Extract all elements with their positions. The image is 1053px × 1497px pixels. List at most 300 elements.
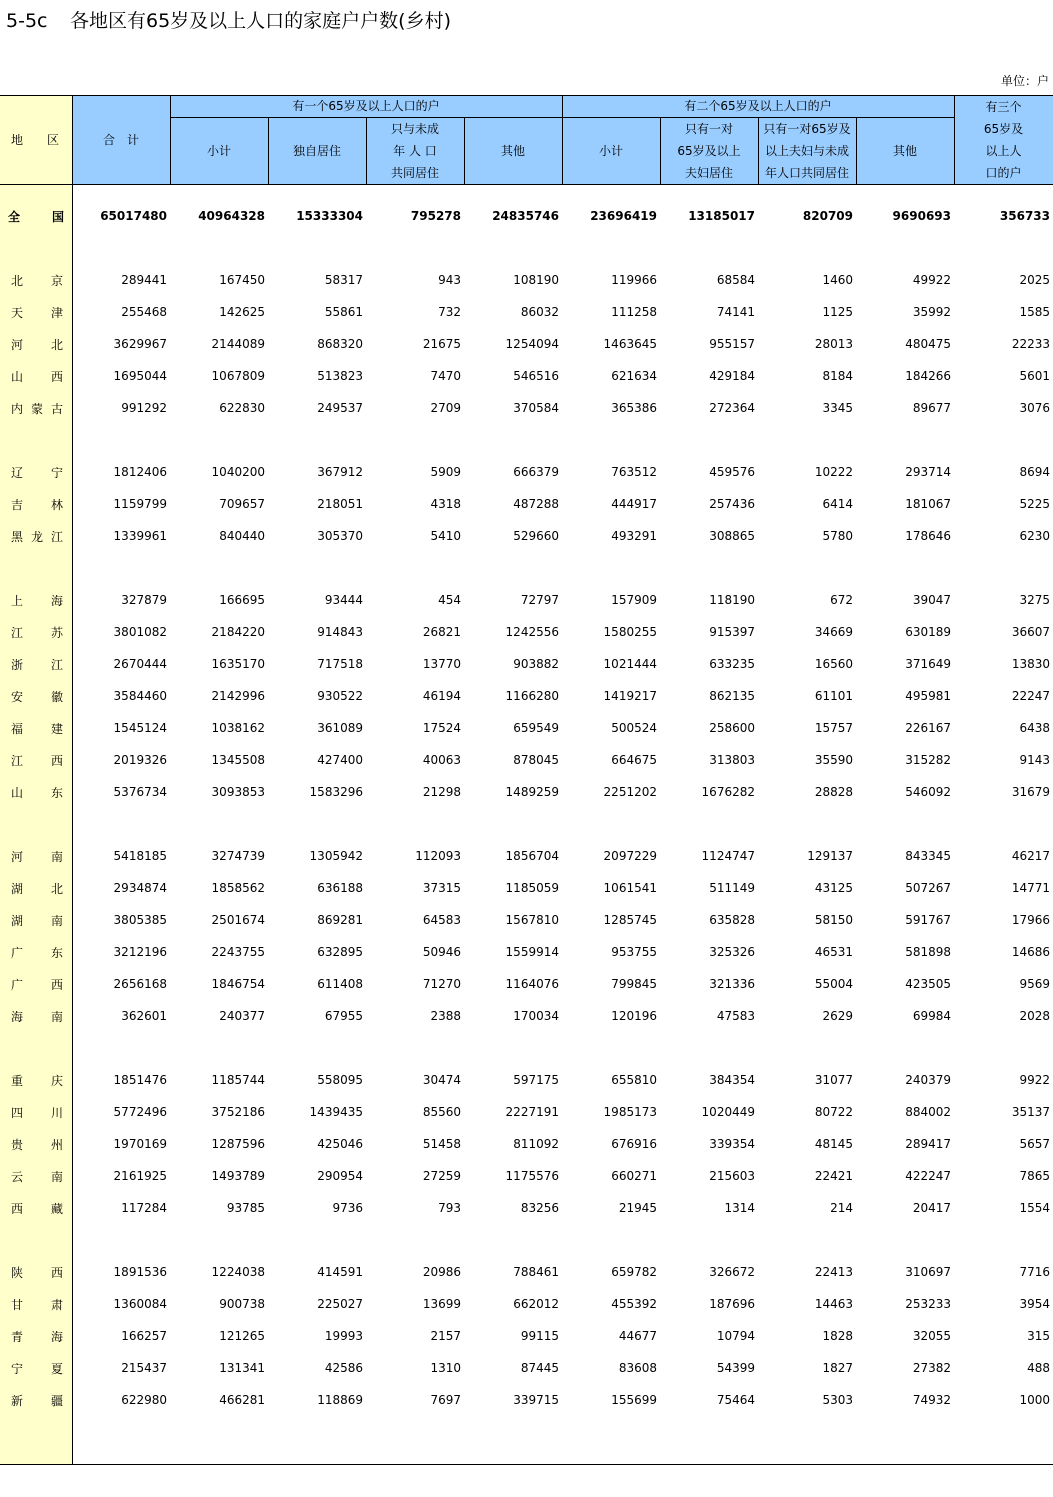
cell-value: 1339961	[113, 529, 167, 543]
cell-value: 325326	[709, 945, 755, 959]
cell-value: 27259	[422, 1169, 461, 1183]
region-name-char: 江	[50, 657, 63, 672]
region-name-char: 津	[50, 305, 63, 320]
region-name-char: 庆	[50, 1073, 63, 1088]
cell-value: 1021444	[603, 657, 657, 671]
header-two-couple-with-minor: 只有一对65岁及 以上夫妇与未成 年人口共同居住	[763, 121, 851, 180]
cell-value: 121265	[219, 1329, 265, 1343]
cell-value: 255468	[121, 305, 167, 319]
table-row	[0, 1064, 1053, 1096]
cell-value: 793	[438, 1201, 461, 1215]
region-name-char: 徽	[50, 689, 63, 704]
region-name-char: 贵	[11, 1137, 24, 1152]
cell-value: 1583296	[309, 785, 363, 799]
cell-value: 868320	[317, 337, 363, 351]
region-name	[0, 584, 72, 616]
cell-value: 2157	[430, 1329, 461, 1343]
cell-value: 1164076	[505, 977, 559, 991]
cell-value: 1567810	[505, 913, 559, 927]
header-two-other: 其他	[892, 143, 917, 158]
cell-value: 480475	[905, 337, 951, 351]
spacer-row	[0, 424, 1053, 456]
table-row	[0, 1288, 1053, 1320]
cell-value: 16560	[814, 657, 853, 671]
cell-value: 1185059	[505, 881, 559, 895]
cell-value: 14771	[1011, 881, 1050, 895]
cell-value: 167450	[219, 273, 265, 287]
cell-value: 414591	[317, 1265, 363, 1279]
cell-value: 1585	[1019, 305, 1050, 319]
cell-value: 290954	[317, 1169, 363, 1183]
region-name	[0, 968, 72, 1000]
cell-value: 1635170	[211, 657, 265, 671]
header-group-two: 有二个65岁及以上人口的户	[684, 99, 832, 113]
region-name	[0, 264, 72, 296]
cell-value: 1224038	[211, 1265, 265, 1279]
region-name-char: 吉	[11, 497, 24, 512]
cell-value: 93444	[324, 593, 363, 607]
cell-value: 9569	[1019, 977, 1050, 991]
cell-value: 7697	[430, 1393, 461, 1407]
cell-value: 795278	[410, 209, 461, 223]
cell-value: 3584460	[113, 689, 167, 703]
table-row	[0, 968, 1053, 1000]
cell-value: 46217	[1011, 849, 1050, 863]
cell-value: 635828	[709, 913, 755, 927]
region-name	[0, 1256, 72, 1288]
cell-value: 1345508	[211, 753, 265, 767]
region-name-char: 云	[11, 1169, 24, 1184]
spacer-row	[0, 552, 1053, 584]
cell-value: 249537	[317, 401, 363, 415]
cell-value: 37315	[422, 881, 461, 895]
region-name	[0, 200, 72, 232]
region-name-char: 四	[11, 1105, 24, 1120]
cell-value: 28828	[814, 785, 853, 799]
cell-value: 2025	[1019, 273, 1050, 287]
cell-value: 61101	[814, 689, 853, 703]
region-name	[0, 1160, 72, 1192]
region-name-char: 林	[50, 497, 63, 512]
cell-value: 493291	[611, 529, 657, 543]
cell-value: 43125	[814, 881, 853, 895]
cell-value: 65017480	[100, 209, 167, 223]
table-row	[0, 744, 1053, 776]
cell-value: 2028	[1019, 1009, 1050, 1023]
table-row	[0, 1000, 1053, 1032]
cell-value: 1545124	[113, 721, 167, 735]
cell-value: 83256	[520, 1201, 559, 1215]
region-name	[0, 1128, 72, 1160]
cell-value: 5225	[1019, 497, 1050, 511]
cell-value: 5657	[1019, 1137, 1050, 1151]
cell-value: 46194	[422, 689, 461, 703]
cell-value: 1185744	[211, 1073, 265, 1087]
cell-value: 17966	[1011, 913, 1050, 927]
cell-value: 664675	[611, 753, 657, 767]
table-row	[0, 1352, 1053, 1384]
cell-value: 215603	[709, 1169, 755, 1183]
region-name	[0, 1384, 72, 1416]
cell-value: 215437	[121, 1361, 167, 1375]
cell-value: 709657	[219, 497, 265, 511]
page-title	[6, 6, 451, 33]
cell-value: 662012	[513, 1297, 559, 1311]
region-name	[0, 872, 72, 904]
cell-value: 5418185	[113, 849, 167, 863]
region-name-char: 江	[11, 753, 24, 768]
cell-value: 44677	[618, 1329, 657, 1343]
cell-value: 3212196	[113, 945, 167, 959]
cell-value: 466281	[219, 1393, 265, 1407]
cell-value: 3275	[1019, 593, 1050, 607]
cell-value: 1559914	[505, 945, 559, 959]
region-name	[0, 1192, 72, 1224]
cell-value: 655810	[611, 1073, 657, 1087]
cell-value: 840440	[219, 529, 265, 543]
cell-value: 51458	[422, 1137, 461, 1151]
cell-value: 591767	[905, 913, 951, 927]
cell-value: 9922	[1019, 1073, 1050, 1087]
region-name-char: 内	[11, 401, 24, 416]
cell-value: 321336	[709, 977, 755, 991]
cell-value: 429184	[709, 369, 755, 383]
cell-value: 903882	[513, 657, 559, 671]
cell-value: 80722	[814, 1105, 853, 1119]
cell-value: 49922	[912, 273, 951, 287]
region-name-char: 重	[11, 1073, 24, 1088]
cell-value: 384354	[709, 1073, 755, 1087]
cell-value: 2388	[430, 1009, 461, 1023]
cell-value: 240377	[219, 1009, 265, 1023]
table-row	[0, 392, 1053, 424]
cell-value: 7470	[430, 369, 461, 383]
cell-value: 820709	[802, 209, 853, 223]
cell-value: 455392	[611, 1297, 657, 1311]
cell-value: 218051	[317, 497, 363, 511]
cell-value: 2629	[822, 1009, 853, 1023]
cell-value: 74141	[716, 305, 755, 319]
cell-value: 21675	[422, 337, 461, 351]
cell-value: 272364	[709, 401, 755, 415]
cell-value: 8184	[822, 369, 853, 383]
cell-value: 315	[1027, 1329, 1050, 1343]
region-name-char: 广	[11, 945, 24, 960]
cell-value: 2934874	[113, 881, 167, 895]
header-total: 合 计	[102, 132, 139, 147]
spacer-row	[0, 808, 1053, 840]
cell-value: 511149	[709, 881, 755, 895]
cell-value: 9143	[1019, 753, 1050, 767]
cell-value: 1166280	[505, 689, 559, 703]
cell-value: 3805385	[113, 913, 167, 927]
cell-value: 289441	[121, 273, 167, 287]
cell-value: 361089	[317, 721, 363, 735]
cell-value: 1305942	[309, 849, 363, 863]
region-name-char: 辽	[11, 465, 24, 480]
cell-value: 225027	[317, 1297, 363, 1311]
cell-value: 1554	[1019, 1201, 1050, 1215]
cell-value: 86032	[520, 305, 559, 319]
cell-value: 365386	[611, 401, 657, 415]
cell-value: 356733	[999, 209, 1050, 223]
table-row	[0, 488, 1053, 520]
cell-value: 21298	[422, 785, 461, 799]
cell-value: 5601	[1019, 369, 1050, 383]
table-title: 各地区有65岁及以上人口的家庭户户数(乡村)	[70, 10, 452, 32]
cell-value: 157909	[611, 593, 657, 607]
cell-value: 83608	[618, 1361, 657, 1375]
region-name-char: 江	[50, 529, 63, 544]
region-name-char: 古	[50, 401, 63, 416]
cell-value: 30474	[422, 1073, 461, 1087]
cell-value: 633235	[709, 657, 755, 671]
cell-value: 3801082	[113, 625, 167, 639]
table-row	[0, 1192, 1053, 1224]
cell-value: 1310	[430, 1361, 461, 1375]
table-row	[0, 1128, 1053, 1160]
cell-value: 31077	[814, 1073, 853, 1087]
table-code: 5-5c	[6, 10, 48, 32]
region-name-char: 西	[11, 1201, 24, 1216]
region-name-char: 疆	[50, 1393, 63, 1408]
region-name-char: 福	[11, 721, 24, 736]
cell-value: 763512	[611, 465, 657, 479]
region-name-char: 西	[50, 369, 63, 384]
cell-value: 666379	[513, 465, 559, 479]
cell-value: 1287596	[211, 1137, 265, 1151]
cell-value: 1463645	[603, 337, 657, 351]
cell-value: 111258	[611, 305, 657, 319]
cell-value: 1159799	[113, 497, 167, 511]
cell-value: 915397	[709, 625, 755, 639]
cell-value: 4318	[430, 497, 461, 511]
cell-value: 1314	[724, 1201, 755, 1215]
cell-value: 64583	[422, 913, 461, 927]
cell-value: 672	[830, 593, 853, 607]
header-region: 地 区	[11, 132, 60, 147]
table-row	[0, 360, 1053, 392]
region-name-char: 川	[50, 1105, 63, 1120]
cell-value: 2501674	[211, 913, 265, 927]
cell-value: 13830	[1011, 657, 1050, 671]
table-row	[0, 616, 1053, 648]
region-name-char: 甘	[11, 1297, 24, 1312]
cell-value: 17524	[422, 721, 461, 735]
cell-value: 2670444	[113, 657, 167, 671]
region-name-char: 安	[11, 689, 24, 704]
cell-value: 546516	[513, 369, 559, 383]
cell-value: 454	[438, 593, 461, 607]
region-name-char: 黑	[11, 529, 24, 544]
cell-value: 362601	[121, 1009, 167, 1023]
region-name	[0, 1320, 72, 1352]
cell-value: 27382	[912, 1361, 951, 1375]
cell-value: 23696419	[590, 209, 657, 223]
cell-value: 99115	[520, 1329, 559, 1343]
spacer-row	[0, 232, 1053, 264]
cell-value: 131341	[219, 1361, 265, 1375]
cell-value: 36607	[1011, 625, 1050, 639]
table-row	[0, 840, 1053, 872]
region-name	[0, 1064, 72, 1096]
region-name-char: 南	[50, 1169, 63, 1184]
cell-value: 1676282	[701, 785, 755, 799]
cell-value: 581898	[905, 945, 951, 959]
region-name	[0, 648, 72, 680]
cell-value: 20986	[422, 1265, 461, 1279]
cell-value: 19993	[324, 1329, 363, 1343]
cell-value: 370584	[513, 401, 559, 415]
cell-value: 1175576	[505, 1169, 559, 1183]
cell-value: 1827	[822, 1361, 853, 1375]
cell-value: 253233	[905, 1297, 951, 1311]
region-name-char: 海	[50, 593, 63, 608]
cell-value: 1067809	[211, 369, 265, 383]
cell-value: 2243755	[211, 945, 265, 959]
cell-value: 3274739	[211, 849, 265, 863]
cell-value: 622980	[121, 1393, 167, 1407]
cell-value: 1125	[822, 305, 853, 319]
cell-value: 1061541	[603, 881, 657, 895]
cell-value: 7716	[1019, 1265, 1050, 1279]
cell-value: 181067	[905, 497, 951, 511]
cell-value: 1985173	[603, 1105, 657, 1119]
cell-value: 74932	[912, 1393, 951, 1407]
cell-value: 308865	[709, 529, 755, 543]
cell-value: 1000	[1019, 1393, 1050, 1407]
region-name-char: 湖	[11, 881, 24, 896]
cell-value: 8694	[1019, 465, 1050, 479]
region-name-char: 新	[11, 1393, 24, 1408]
region-name-char: 藏	[50, 1201, 63, 1216]
cell-value: 1040200	[211, 465, 265, 479]
cell-value: 31679	[1011, 785, 1050, 799]
region-name-char: 宁	[50, 465, 63, 480]
cell-value: 39047	[912, 593, 951, 607]
table-row	[0, 904, 1053, 936]
cell-value: 5376734	[113, 785, 167, 799]
cell-value: 46531	[814, 945, 853, 959]
cell-value: 170034	[513, 1009, 559, 1023]
cell-value: 178646	[905, 529, 951, 543]
cell-value: 423505	[905, 977, 951, 991]
region-name-char: 蒙	[30, 401, 43, 416]
cell-value: 15333304	[296, 209, 363, 223]
cell-value: 632895	[317, 945, 363, 959]
region-name-char: 东	[50, 785, 63, 800]
cell-value: 24835746	[492, 209, 559, 223]
cell-value: 444917	[611, 497, 657, 511]
region-name	[0, 360, 72, 392]
region-name	[0, 328, 72, 360]
region-name	[0, 392, 72, 424]
header-one-alone: 独自居住	[292, 143, 341, 158]
cell-value: 9736	[332, 1201, 363, 1215]
cell-value: 75464	[716, 1393, 755, 1407]
cell-value: 305370	[317, 529, 363, 543]
cell-value: 1695044	[113, 369, 167, 383]
region-name-char: 夏	[50, 1361, 63, 1376]
region-name-char: 上	[11, 593, 24, 608]
cell-value: 3345	[822, 401, 853, 415]
cell-value: 47583	[716, 1009, 755, 1023]
region-name-char: 北	[50, 337, 63, 352]
cell-value: 69984	[912, 1009, 951, 1023]
cell-value: 943	[438, 273, 461, 287]
cell-value: 155699	[611, 1393, 657, 1407]
cell-value: 862135	[709, 689, 755, 703]
table-row	[0, 936, 1053, 968]
region-name	[0, 1352, 72, 1384]
cell-value: 35137	[1011, 1105, 1050, 1119]
cell-value: 72797	[520, 593, 559, 607]
cell-value: 1812406	[113, 465, 167, 479]
cell-value: 7865	[1019, 1169, 1050, 1183]
total-row	[0, 200, 1053, 232]
cell-value: 58317	[324, 273, 363, 287]
region-name-char: 湖	[11, 913, 24, 928]
cell-value: 799845	[611, 977, 657, 991]
region-name-char: 广	[11, 977, 24, 992]
table-row	[0, 328, 1053, 360]
region-name-char: 建	[50, 721, 63, 736]
cell-value: 32055	[912, 1329, 951, 1343]
cell-value: 1851476	[113, 1073, 167, 1087]
cell-value: 6438	[1019, 721, 1050, 735]
table-row	[0, 456, 1053, 488]
region-name-char: 京	[50, 273, 63, 288]
cell-value: 546092	[905, 785, 951, 799]
cell-value: 258600	[709, 721, 755, 735]
region-name-char: 苏	[50, 625, 63, 640]
cell-value: 659549	[513, 721, 559, 735]
table-row	[0, 680, 1053, 712]
cell-value: 34669	[814, 625, 853, 639]
header-one-with-minor: 只与未成 年 人 口 共同居住	[390, 121, 439, 180]
cell-value: 611408	[317, 977, 363, 991]
cell-value: 621634	[611, 369, 657, 383]
cell-value: 310697	[905, 1265, 951, 1279]
cell-value: 339715	[513, 1393, 559, 1407]
cell-value: 427400	[317, 753, 363, 767]
cell-value: 40063	[422, 753, 461, 767]
cell-value: 85560	[422, 1105, 461, 1119]
region-name	[0, 712, 72, 744]
cell-value: 676916	[611, 1137, 657, 1151]
cell-value: 26821	[422, 625, 461, 639]
region-name	[0, 680, 72, 712]
cell-value: 327879	[121, 593, 167, 607]
cell-value: 459576	[709, 465, 755, 479]
cell-value: 112093	[415, 849, 461, 863]
cell-value: 313803	[709, 753, 755, 767]
region-name-char: 河	[11, 337, 24, 352]
table-row	[0, 776, 1053, 808]
cell-value: 20417	[912, 1201, 951, 1215]
cell-value: 2019326	[113, 753, 167, 767]
cell-value: 2709	[430, 401, 461, 415]
cell-value: 878045	[513, 753, 559, 767]
table-row	[0, 1096, 1053, 1128]
region-name	[0, 904, 72, 936]
cell-value: 22421	[814, 1169, 853, 1183]
region-name-char: 西	[50, 977, 63, 992]
region-name	[0, 616, 72, 648]
table-row	[0, 1160, 1053, 1192]
cell-value: 5909	[430, 465, 461, 479]
table-row	[0, 1256, 1053, 1288]
